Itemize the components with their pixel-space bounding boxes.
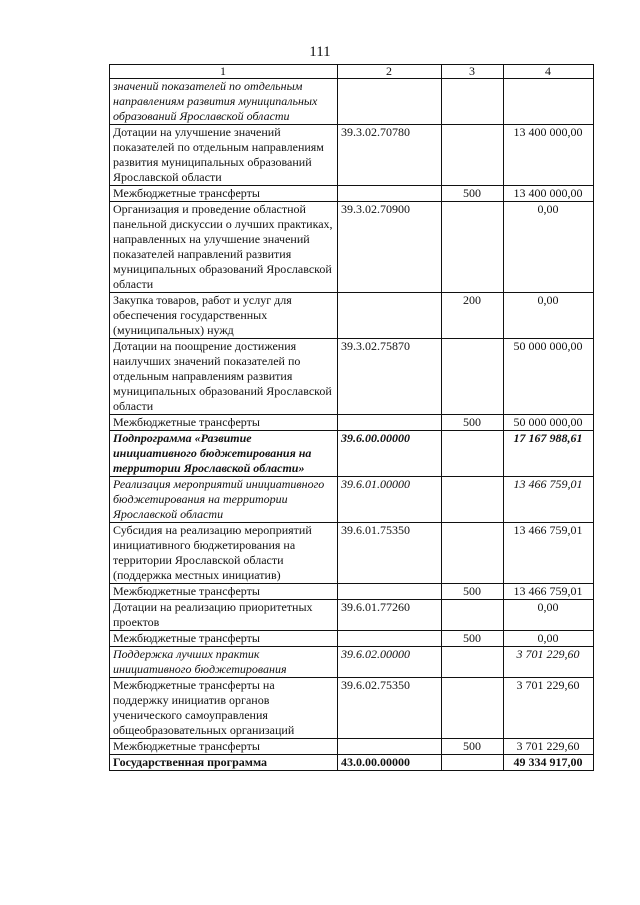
table-row — [110, 600, 594, 631]
row-amount-cell: 17 167 988,61 — [504, 431, 594, 477]
row-amount-cell: 0,00 — [504, 202, 594, 293]
row-code-cell: 39.3.02.70900 — [338, 202, 442, 293]
header-col-4: 4 — [504, 65, 594, 79]
row-group-cell — [442, 600, 504, 631]
row-code-cell: 39.3.02.70780 — [338, 125, 442, 186]
table-row — [110, 125, 594, 186]
row-group-cell — [442, 431, 504, 477]
row-amount-cell: 3 701 229,60 — [504, 678, 594, 739]
table-body — [110, 79, 594, 771]
table-header-row — [110, 65, 594, 79]
table-row — [110, 739, 594, 755]
row-group-cell: 500 — [442, 186, 504, 202]
row-amount-cell — [504, 79, 594, 125]
row-group-cell — [442, 523, 504, 584]
table-row — [110, 631, 594, 647]
row-amount-cell: 13 400 000,00 — [504, 125, 594, 186]
row-group-cell — [442, 477, 504, 523]
row-code-cell — [338, 739, 442, 755]
row-amount-cell: 13 466 759,01 — [504, 477, 594, 523]
row-name-cell: Межбюджетные трансферты — [110, 186, 338, 202]
header-col-3: 3 — [442, 65, 504, 79]
header-col-2: 2 — [338, 65, 442, 79]
row-code-cell — [338, 415, 442, 431]
row-code-cell — [338, 293, 442, 339]
row-group-cell — [442, 79, 504, 125]
row-code-cell — [338, 186, 442, 202]
row-name-cell: Межбюджетные трансферты на поддержку инициатив органов ученического самоуправления общеобразовательных организаций — [110, 678, 338, 739]
row-code-cell: 39.6.01.75350 — [338, 523, 442, 584]
row-name-cell: Межбюджетные трансферты — [110, 415, 338, 431]
row-group-cell — [442, 202, 504, 293]
row-amount-cell: 50 000 000,00 — [504, 415, 594, 431]
table-row — [110, 415, 594, 431]
row-amount-cell: 13 466 759,01 — [504, 584, 594, 600]
row-name-cell: Дотации на реализацию приоритетных проектов — [110, 600, 338, 631]
row-name-cell: значений показателей по отдельным направлениям развития муниципальных образований Ярославской области — [110, 79, 338, 125]
row-name-cell: Подпрограмма «Развитие инициативного бюджетирования на территории Ярославской области» — [110, 431, 338, 477]
row-amount-cell: 13 400 000,00 — [504, 186, 594, 202]
row-code-cell: 39.6.01.00000 — [338, 477, 442, 523]
row-group-cell — [442, 755, 504, 771]
row-name-cell: Закупка товаров, работ и услуг для обеспечения государственных (муниципальных) нужд — [110, 293, 338, 339]
row-amount-cell: 50 000 000,00 — [504, 339, 594, 415]
row-name-cell: Дотации на поощрение достижения наилучших значений показателей по отдельным направлениям развития муниципальных образований Ярославской области — [110, 339, 338, 415]
row-name-cell: Организация и проведение областной панельной дискуссии о лучших практиках, направленных на улучшение значений показателей направлений развития муниципальных образований Ярославской области — [110, 202, 338, 293]
row-code-cell: 43.0.00.00000 — [338, 755, 442, 771]
row-name-cell: Реализация мероприятий инициативного бюджетирования на территории Ярославской области — [110, 477, 338, 523]
row-code-cell — [338, 584, 442, 600]
row-group-cell: 500 — [442, 415, 504, 431]
row-code-cell: 39.6.00.00000 — [338, 431, 442, 477]
table-row — [110, 293, 594, 339]
row-code-cell — [338, 631, 442, 647]
row-group-cell — [442, 339, 504, 415]
row-group-cell — [442, 678, 504, 739]
row-group-cell — [442, 647, 504, 678]
row-name-cell: Поддержка лучших практик инициативного бюджетирования — [110, 647, 338, 678]
page-number: 111 — [309, 44, 331, 60]
row-amount-cell: 3 701 229,60 — [504, 739, 594, 755]
row-name-cell: Государственная программа — [110, 755, 338, 771]
table-row — [110, 755, 594, 771]
row-amount-cell: 0,00 — [504, 600, 594, 631]
budget-table — [109, 64, 594, 771]
row-group-cell: 500 — [442, 631, 504, 647]
row-group-cell: 500 — [442, 739, 504, 755]
row-name-cell: Межбюджетные трансферты — [110, 739, 338, 755]
row-group-cell: 200 — [442, 293, 504, 339]
row-name-cell: Межбюджетные трансферты — [110, 584, 338, 600]
row-amount-cell: 0,00 — [504, 293, 594, 339]
row-name-cell: Субсидия на реализацию мероприятий инициативного бюджетирования на территории Ярославской области (поддержка местных инициатив) — [110, 523, 338, 584]
row-amount-cell: 3 701 229,60 — [504, 647, 594, 678]
table-row — [110, 647, 594, 678]
row-name-cell: Дотации на улучшение значений показателей по отдельным направлениям развития муниципальных образований Ярославской области — [110, 125, 338, 186]
table-row — [110, 678, 594, 739]
table-row — [110, 339, 594, 415]
row-amount-cell: 0,00 — [504, 631, 594, 647]
row-code-cell: 39.6.02.75350 — [338, 678, 442, 739]
row-code-cell: 39.6.02.00000 — [338, 647, 442, 678]
row-code-cell: 39.6.01.77260 — [338, 600, 442, 631]
row-amount-cell: 13 466 759,01 — [504, 523, 594, 584]
header-col-1: 1 — [110, 65, 338, 79]
table-row — [110, 523, 594, 584]
row-amount-cell: 49 334 917,00 — [504, 755, 594, 771]
table-row — [110, 79, 594, 125]
row-code-cell — [338, 79, 442, 125]
row-group-cell: 500 — [442, 584, 504, 600]
table-row — [110, 186, 594, 202]
table-row — [110, 202, 594, 293]
table-row — [110, 584, 594, 600]
row-name-cell: Межбюджетные трансферты — [110, 631, 338, 647]
row-group-cell — [442, 125, 504, 186]
table-row — [110, 477, 594, 523]
table-row — [110, 431, 594, 477]
row-code-cell: 39.3.02.75870 — [338, 339, 442, 415]
